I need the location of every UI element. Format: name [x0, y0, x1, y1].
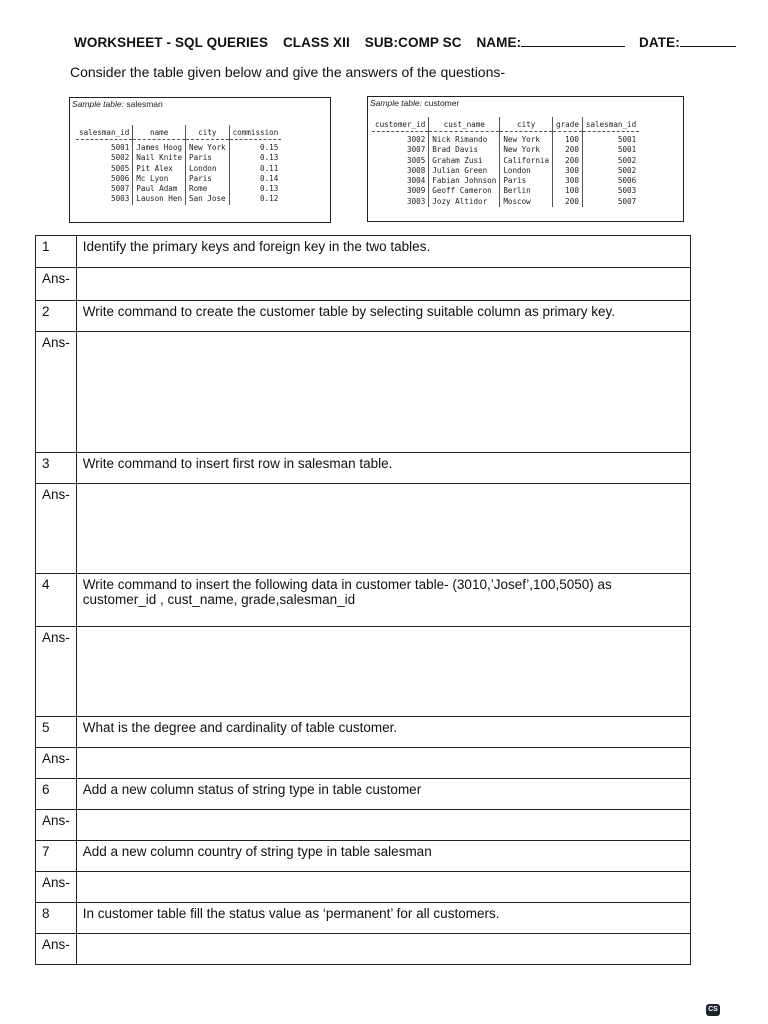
- answer-row: [36, 484, 691, 574]
- ans-label: Ans-: [36, 332, 77, 453]
- answer-space[interactable]: [76, 627, 690, 717]
- date-label: DATE:: [639, 35, 736, 50]
- question-row: [36, 717, 691, 748]
- column-header: name: [133, 125, 186, 140]
- ans-label: Ans-: [36, 748, 77, 779]
- question-text: Add a new column country of string type in table salesman: [76, 841, 690, 872]
- question-number: 6: [36, 779, 77, 810]
- column-header: salesman_id: [582, 117, 639, 132]
- table-row: 5002 Nail Knite Paris 0.13: [76, 153, 281, 163]
- answer-row: [36, 268, 691, 301]
- answer-space[interactable]: [76, 934, 690, 965]
- name-label: NAME:: [476, 35, 625, 50]
- question-row: [36, 236, 691, 268]
- table-row: 3002 Nick Rimando New York 100 5001: [372, 132, 639, 146]
- answer-row: [36, 332, 691, 453]
- question-text: Add a new column status of string type in table customer: [76, 779, 690, 810]
- table-row: 3009 Geoff Cameron Berlin 100 5003: [372, 186, 639, 196]
- answer-row: [36, 810, 691, 841]
- table-row: 5001 James Hoog New York 0.15: [76, 140, 281, 154]
- question-row: [36, 903, 691, 934]
- ans-label: Ans-: [36, 810, 77, 841]
- question-number: 8: [36, 903, 77, 934]
- salesman-sample-table: [69, 97, 331, 223]
- question-row: [36, 574, 691, 627]
- answer-space[interactable]: [76, 810, 690, 841]
- table-row: 5003 Lauson Hen San Jose 0.12: [76, 194, 281, 204]
- question-number: 5: [36, 717, 77, 748]
- column-header: cust_name: [429, 117, 500, 132]
- answer-row: [36, 627, 691, 717]
- answer-space[interactable]: [76, 484, 690, 574]
- camscanner-badge: CS: [706, 1004, 720, 1016]
- worksheet-header: [74, 34, 747, 50]
- question-number: 4: [36, 574, 77, 627]
- question-number: 1: [36, 236, 77, 268]
- column-header: salesman_id: [76, 125, 133, 140]
- ans-label: Ans-: [36, 627, 77, 717]
- ans-label: Ans-: [36, 268, 77, 301]
- date-blank: [680, 34, 736, 47]
- column-header: city: [500, 117, 553, 132]
- table-row: 3007 Brad Davis New York 200 5001: [372, 145, 639, 155]
- ans-label: Ans-: [36, 934, 77, 965]
- ans-label: Ans-: [36, 484, 77, 574]
- question-text: What is the degree and cardinality of table customer.: [76, 717, 690, 748]
- question-row: [36, 841, 691, 872]
- question-row: [36, 453, 691, 484]
- answer-space[interactable]: [76, 332, 690, 453]
- question-text: Identify the primary keys and foreign key in the two tables.: [76, 236, 690, 268]
- name-blank: [521, 34, 625, 47]
- customer-caption: Sample table: customer: [370, 98, 460, 108]
- salesman-data-grid: [76, 125, 281, 205]
- table-row: 3005 Graham Zusi California 200 5002: [372, 156, 639, 166]
- column-header: customer_id: [372, 117, 429, 132]
- intro-text: Consider the table given below and give the answers of the questions-: [70, 64, 506, 80]
- answer-row: [36, 872, 691, 903]
- table-row: 5007 Paul Adam Rome 0.13: [76, 184, 281, 194]
- salesman-caption: Sample table: salesman: [72, 99, 163, 109]
- answer-row: [36, 934, 691, 965]
- answer-space[interactable]: [76, 872, 690, 903]
- answer-space[interactable]: [76, 748, 690, 779]
- question-text: Write command to create the customer table by selecting suitable column as primary key.: [76, 301, 690, 332]
- column-header: commission: [229, 125, 281, 140]
- table-row: 5005 Pit Alex London 0.11: [76, 164, 281, 174]
- customer-data-grid: [372, 117, 639, 207]
- column-header: city: [186, 125, 230, 140]
- question-text: Write command to insert first row in salesman table.: [76, 453, 690, 484]
- answer-space[interactable]: [76, 268, 690, 301]
- table-row: 3003 Jozy Altidor Moscow 200 5007: [372, 197, 639, 207]
- question-row: [36, 301, 691, 332]
- question-text: In customer table fill the status value as ‘permanent’ for all customers.: [76, 903, 690, 934]
- question-number: 3: [36, 453, 77, 484]
- subject-label: SUB:COMP SC: [364, 35, 462, 50]
- question-number: 2: [36, 301, 77, 332]
- answer-row: [36, 748, 691, 779]
- worksheet-title: WORKSHEET - SQL QUERIES: [74, 35, 269, 50]
- question-answer-table: [35, 235, 691, 965]
- customer-sample-table: [367, 96, 684, 222]
- ans-label: Ans-: [36, 872, 77, 903]
- table-row: 5006 Mc Lyon Paris 0.14: [76, 174, 281, 184]
- question-text: Write command to insert the following data in customer table- (3010,’Josef’,100,5050) as customer_id , cust_name, grade,salesman_id: [76, 574, 690, 627]
- class-label: CLASS XII: [282, 35, 350, 50]
- column-header: grade: [553, 117, 583, 132]
- table-row: 3008 Julian Green London 300 5002: [372, 166, 639, 176]
- question-row: [36, 779, 691, 810]
- table-row: 3004 Fabian Johnson Paris 300 5006: [372, 176, 639, 186]
- question-number: 7: [36, 841, 77, 872]
